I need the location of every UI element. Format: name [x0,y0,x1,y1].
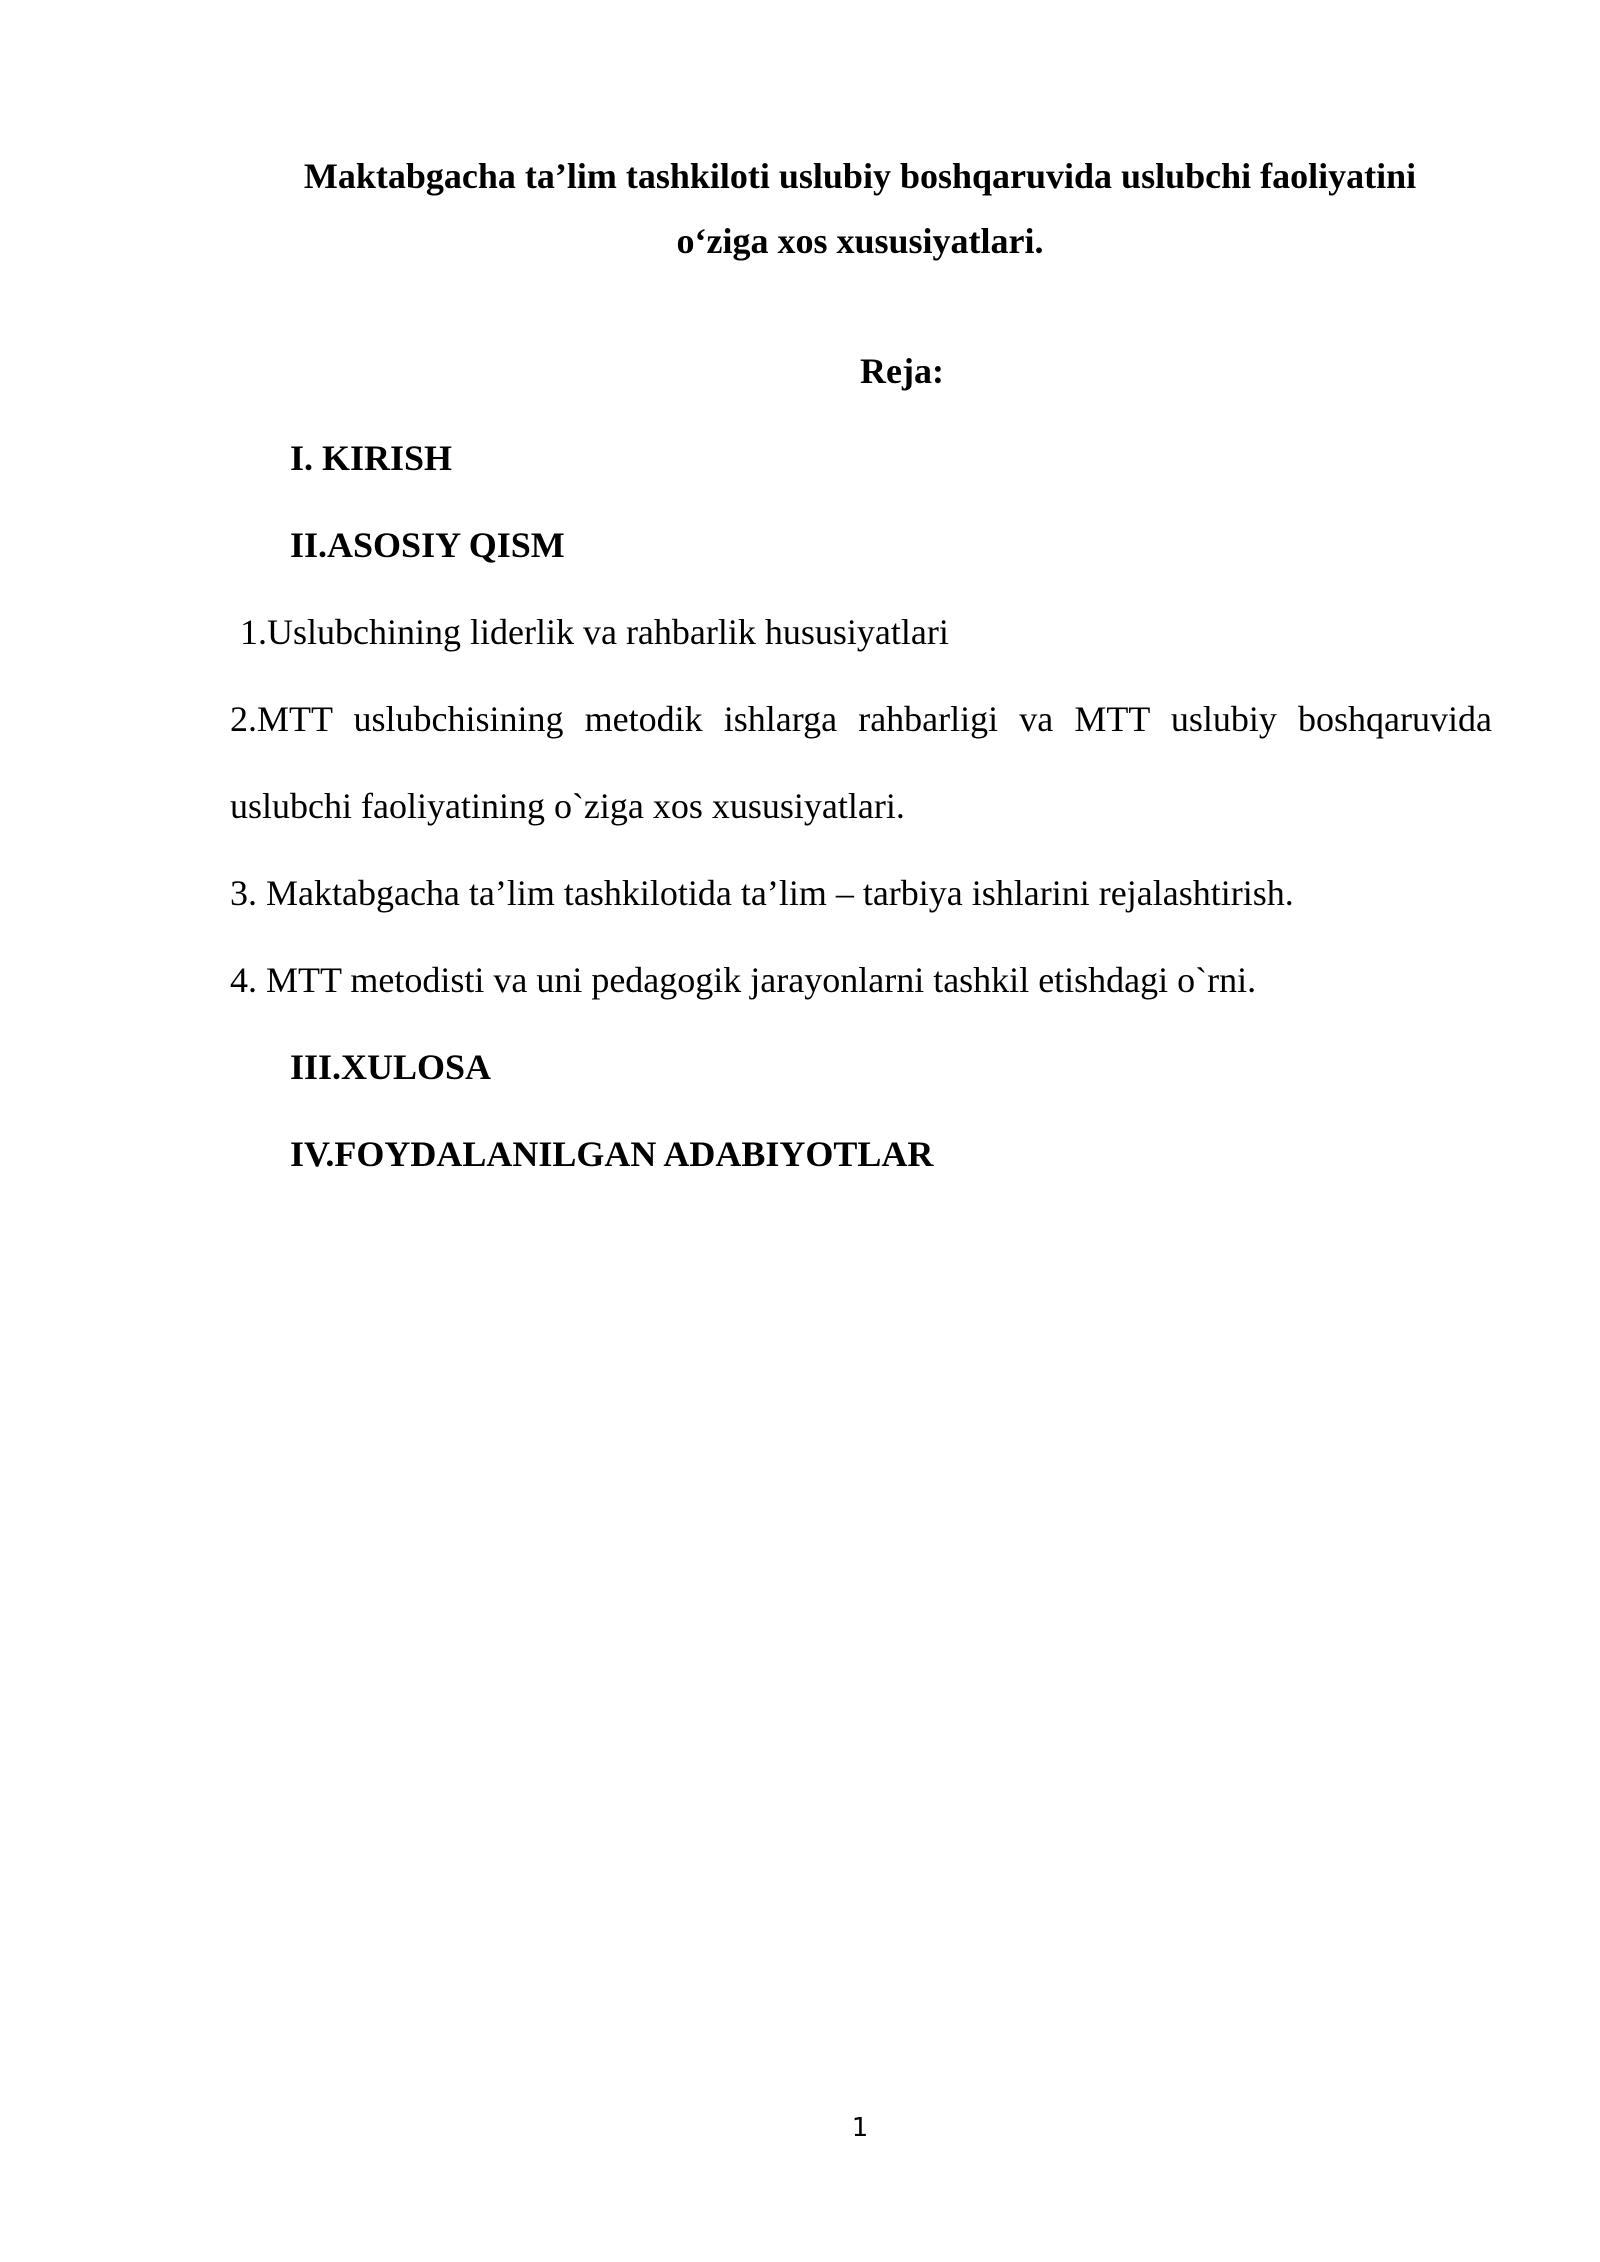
document-title-line-2: o‘ziga xos xususiyatlari. [676,221,1044,261]
document-title-line-1: Maktabgacha ta’lim tashkiloti uslubiy boshqaruvida uslubchi faoliyatini [303,156,1417,196]
plan-item-2-line-1: 2.MTT uslubchisining metodik ishlarga rahbarligi va MTT uslubiy boshqaruvida [230,699,1492,739]
section-conclusion: III.XULOSA [290,1047,492,1087]
plan-item-4: 4. MTT metodisti va uni pedagogik jarayonlarni tashkil etishdagi o`rni. [230,960,1257,1000]
plan-item-2-line-2: uslubchi faoliyatining o`ziga xos xususiyatlari. [230,786,905,826]
plan-item-3: 3. Maktabgacha ta’lim tashkilotida ta’lim – tarbiya ishlarini rejalashtirish. [230,873,1294,913]
section-references: IV.FOYDALANILGAN ADABIYOTLAR [290,1134,934,1174]
section-intro: I. KIRISH [290,438,453,478]
plan-item-1: 1.Uslubchining liderlik va rahbarlik hususiyatlari [240,612,949,652]
page-number: 1 [851,2113,869,2143]
section-main: II.ASOSIY QISM [290,525,565,565]
plan-heading: Reja: [860,351,944,391]
